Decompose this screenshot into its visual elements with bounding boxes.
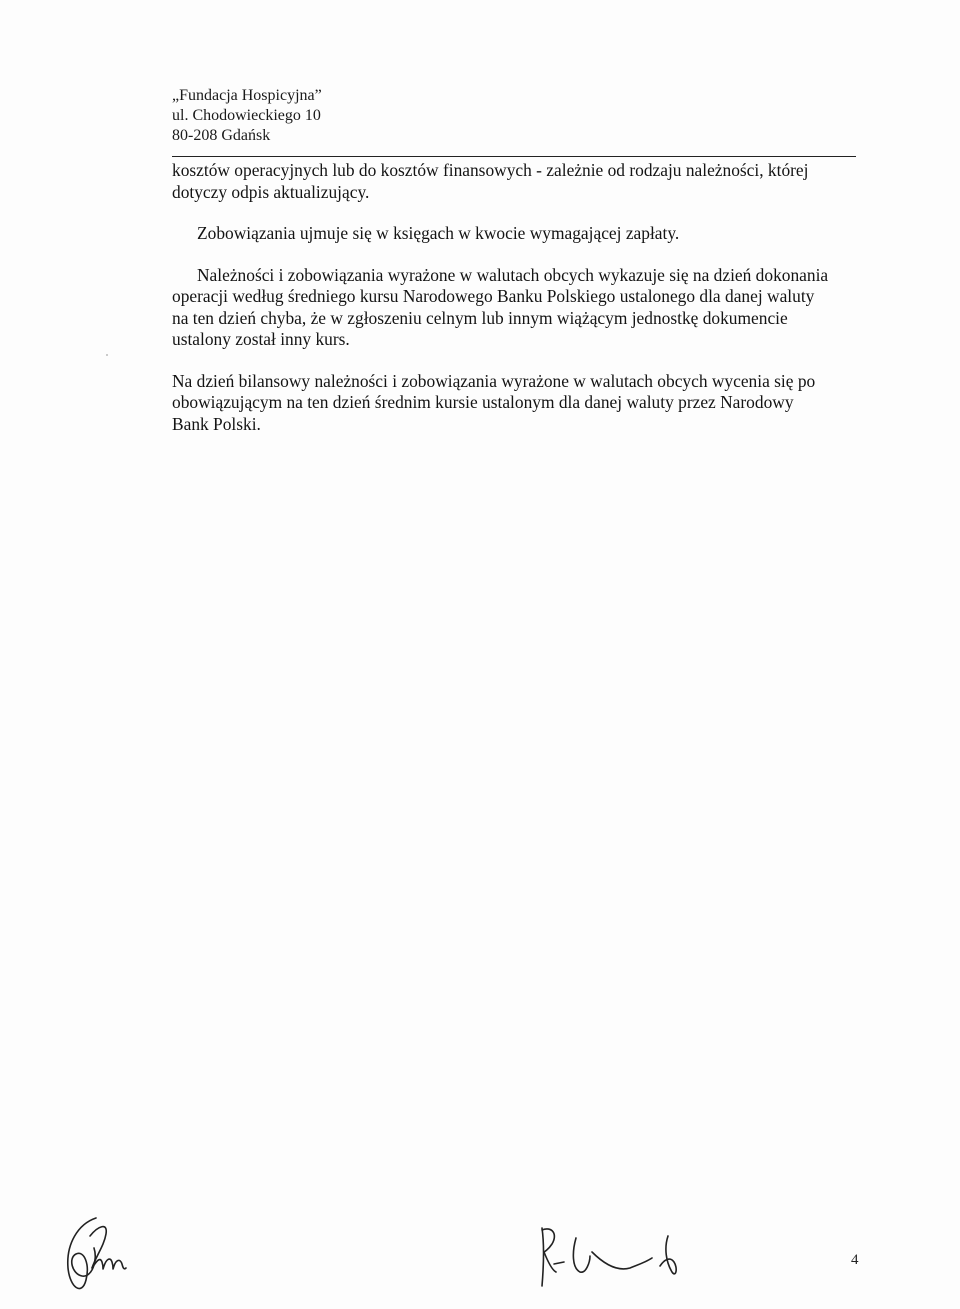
text-line: Zobowiązania ujmuje się w księgach w kwocie wymagającej zapłaty.	[197, 223, 680, 243]
organization-name: „Fundacja Hospicyjna”	[172, 87, 322, 104]
letterhead	[172, 86, 322, 146]
text-line: ustalony został inny kurs.	[172, 329, 350, 349]
text-line: kosztów operacyjnych lub do kosztów finansowych - zależnie od rodzaju należności, której	[172, 160, 809, 180]
text-line: na ten dzień chyba, że w zgłoszeniu celnym lub innym wiążącym jednostkę dokumencie	[172, 307, 788, 328]
street-address: ul. Chodowieckiego 10	[172, 107, 321, 124]
signature-left	[56, 1210, 130, 1300]
paragraph-foreign-currency	[172, 265, 872, 351]
paragraph-balance-sheet-valuation	[172, 371, 872, 436]
paragraph-liabilities	[172, 223, 872, 245]
text-line: dotyczy odpis aktualizujący.	[172, 181, 370, 202]
signature-right	[536, 1222, 692, 1288]
text-line: Bank Polski.	[172, 413, 261, 434]
paragraph-writeoff-costs	[172, 160, 872, 203]
document-body	[172, 160, 872, 435]
city-postal-code: 80-208 Gdańsk	[172, 127, 271, 144]
text-line: Należności i zobowiązania wyrażone w walutach obcych wykazuje się na dzień dokonania	[197, 264, 829, 285]
text-line: Na dzień bilansowy należności i zobowiązania wyrażone w walutach obcych wycenia się po	[172, 370, 816, 391]
text-line: operacji według średniego kursu Narodowego Banku Polskiego ustalonego dla danej waluty	[172, 286, 815, 306]
page-number: 4	[851, 1252, 859, 1268]
header-divider	[172, 156, 856, 157]
scan-speck	[106, 354, 108, 356]
text-line: obowiązującym na ten dzień średnim kursie ustalonym dla danej waluty przez Narodowy	[172, 392, 794, 412]
